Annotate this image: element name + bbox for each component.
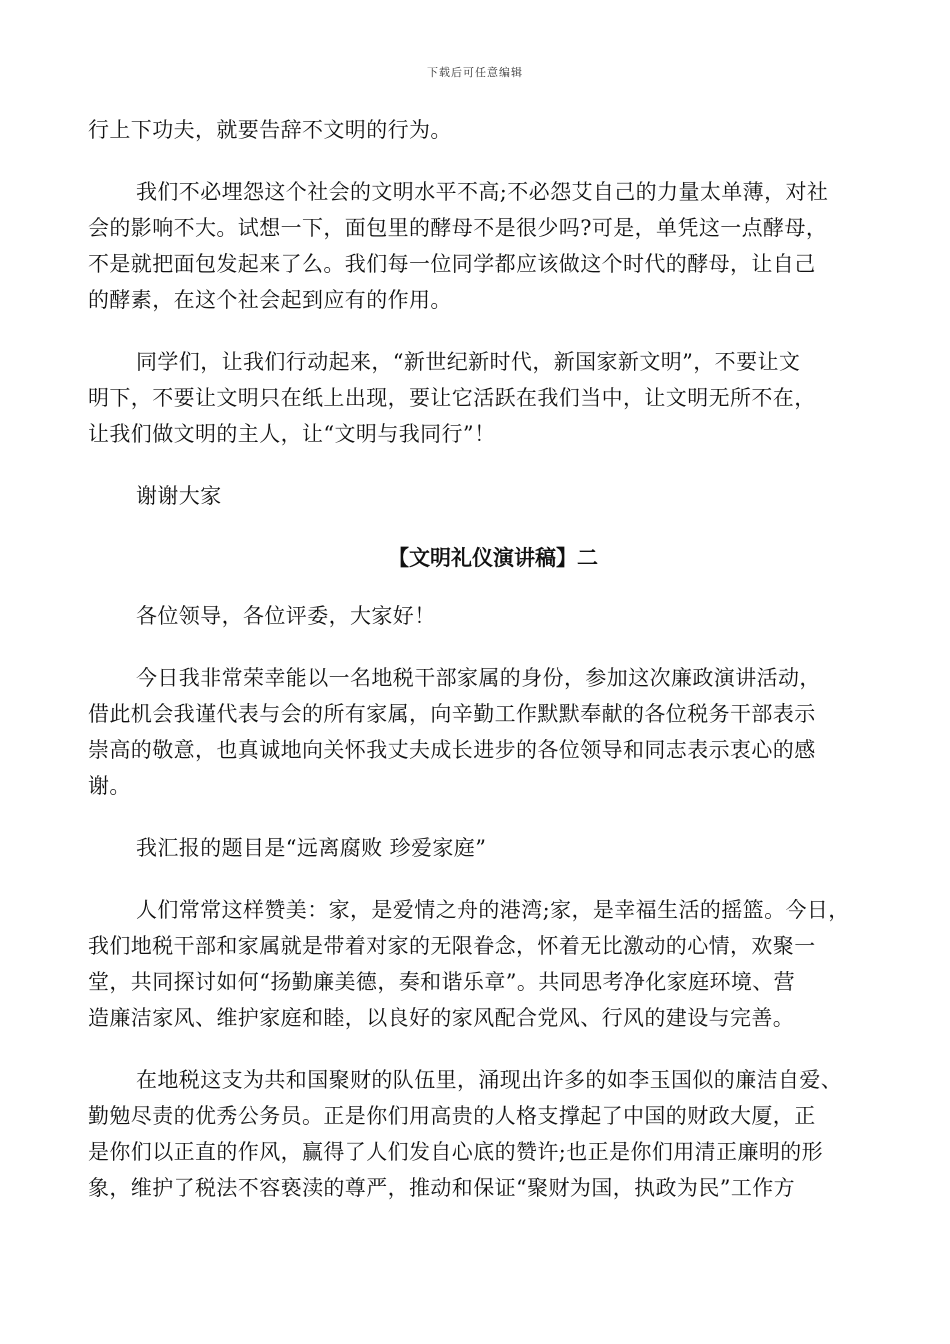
paragraph-line: 各位领导，各位评委，大家好！ [136,604,436,628]
paragraph-line: 今日我非常荣幸能以一名地税干部家属的身份，参加这次廉政演讲活动， [136,666,821,690]
paragraph [88,174,868,318]
paragraph [88,892,868,1036]
paragraph-line: 堂，共同探讨如何“扬勤廉美德，奏和谐乐章”。共同思考净化家庭环境、营 [88,970,796,994]
document-body [88,112,868,1232]
page-header: 下载后可任意编辑 [427,66,523,79]
paragraph-line: 谢谢大家 [136,484,222,508]
paragraph-line: 的酵素，在这个社会起到应有的作用。 [88,288,452,312]
paragraph-line: 我汇报的题目是“远离腐败 珍爱家庭” [136,836,487,860]
paragraph [88,112,868,148]
paragraph-line: 在地税这支为共和国聚财的队伍里，涌现出许多的如李玉国似的廉洁自爱、 [136,1068,843,1092]
paragraph [88,344,868,452]
paragraph-line: 象，维护了税法不容亵渎的尊严，推动和保证“聚财为国，执政为民”工作方 [88,1176,796,1200]
paragraph-line: 我们不必埋怨这个社会的文明水平不高;不必怨艾自己的力量太单薄，对社 [136,180,829,204]
paragraph-line: 行上下功夫，就要告辞不文明的行为。 [88,118,452,142]
paragraph [88,660,868,804]
paragraph-line: 会的影响不大。试想一下，面包里的酵母不是很少吗?可是，单凭这一点酵母， [88,216,828,240]
paragraph-line: 明下，不要让文明只在纸上出现，要让它活跃在我们当中，让文明无所不在， [88,386,816,410]
paragraph [88,1062,868,1206]
section-title: 【文明礼仪演讲稿】二 [388,545,598,570]
paragraph-line: 人们常常这样赞美：家，是爱情之舟的港湾;家，是幸福生活的摇篮。今日， [136,898,850,922]
paragraph-line: 造廉洁家风、维护家庭和睦，以良好的家风配合党风、行风的建设与完善。 [88,1006,795,1030]
paragraph [88,598,868,634]
paragraph-line: 让我们做文明的主人，让“文明与我同行”！ [88,422,496,446]
paragraph-line: 勤勉尽责的优秀公务员。正是你们用高贵的人格支撑起了中国的财政大厦，正 [88,1104,816,1128]
paragraph-line: 我们地税干部和家属就是带着对家的无限眷念，怀着无比激动的心情，欢聚一 [88,934,816,958]
paragraph-line: 借此机会我谨代表与会的所有家属，向辛勤工作默默奉献的各位税务干部表示 [88,702,816,726]
paragraph [88,830,868,866]
paragraph-line: 同学们，让我们行动起来，“新世纪新时代，新国家新文明”，不要让文 [136,350,801,374]
paragraph [88,478,868,514]
paragraph-line: 是你们以正直的作风，赢得了人们发自心底的赞许;也正是你们用清正廉明的形 [88,1140,824,1164]
paragraph-line: 崇高的敬意，也真诚地向关怀我丈夫成长进步的各位领导和同志表示衷心的感 [88,738,816,762]
paragraph-line: 不是就把面包发起来了么。我们每一位同学都应该做这个时代的酵母，让自己 [88,252,816,276]
paragraph-line: 谢。 [88,774,131,798]
